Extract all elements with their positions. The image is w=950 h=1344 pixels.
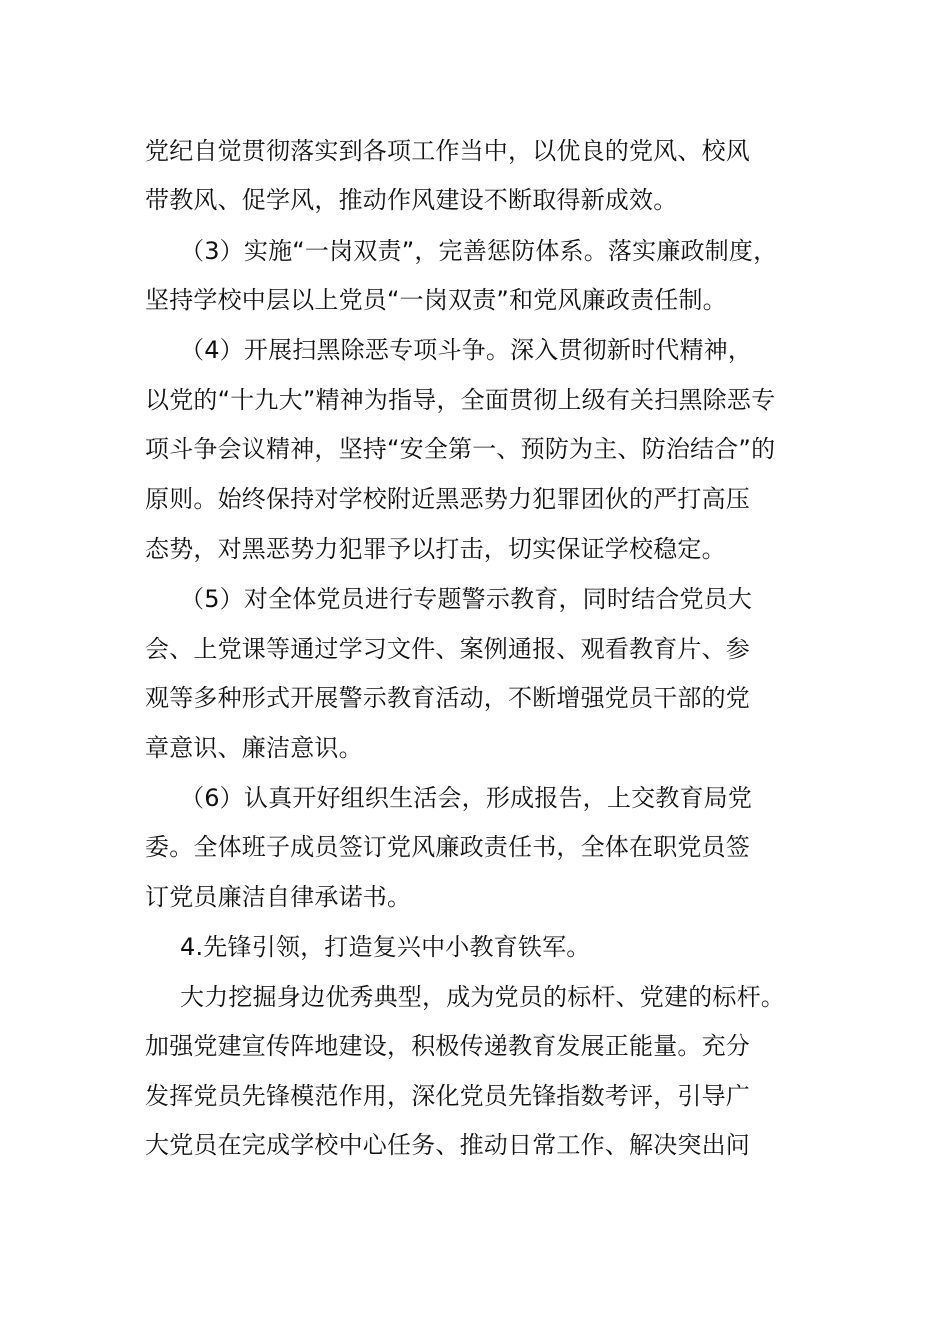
paragraph-line: 以党的“十九大”精神为指导，全面贯彻上级有关扫黑除恶专 [145,386,776,414]
paragraph-line: 发挥党员先锋模范作用，深化党员先锋指数考评，引导广 [145,1082,750,1110]
paragraph-line: 章意识、廉洁意识。 [145,734,363,762]
paragraph-line: 会、上党课等通过学习文件、案例通报、观看教育片、参 [145,635,750,663]
paragraph-line: 订党员廉洁自律承诺书。 [145,883,412,911]
paragraph-line: （4）开展扫黑除恶专项斗争。深入贯彻新时代精神， [180,336,753,364]
paragraph-line: 项斗争会议精神，坚持“安全第一、预防为主、防治结合”的 [145,435,776,463]
paragraph-line: 原则。始终保持对学校附近黑恶势力犯罪团伙的严打高压 [145,485,750,513]
paragraph-line: 加强党建宣传阵地建设，积极传递教育发展正能量。充分 [145,1032,750,1060]
paragraph-line: 委。全体班子成员签订党风廉政责任书，全体在职党员签 [145,833,750,861]
paragraph-line: 坚持学校中层以上党员“一岗双责”和党风廉政责任制。 [145,286,727,314]
paragraph-line: （6）认真开好组织生活会，形成报告，上交教育局党 [180,784,753,812]
section-heading: 4.先锋引领，打造复兴中小教育铁军。 [180,933,591,961]
paragraph-line: 态势，对黑恶势力犯罪予以打击，切实保证学校稳定。 [145,535,726,563]
paragraph-line: （5）对全体党员进行专题警示教育，同时结合党员大 [180,585,753,613]
paragraph-line: 大党员在完成学校中心任务、推动日常工作、解决突出问 [145,1131,750,1159]
paragraph-line: 带教风、促学风，推动作风建设不断取得新成效。 [145,186,678,214]
paragraph-line: 党纪自觉贯彻落实到各项工作当中，以优良的党风、校风 [145,137,750,165]
paragraph-line: 观等多种形式开展警示教育活动，不断增强党员干部的党 [145,684,750,712]
paragraph-line: （3）实施“一岗双责”，完善惩防体系。落实廉政制度， [180,237,778,265]
paragraph-line: 大力挖掘身边优秀典型，成为党员的标杆、党建的标杆。 [180,983,785,1011]
